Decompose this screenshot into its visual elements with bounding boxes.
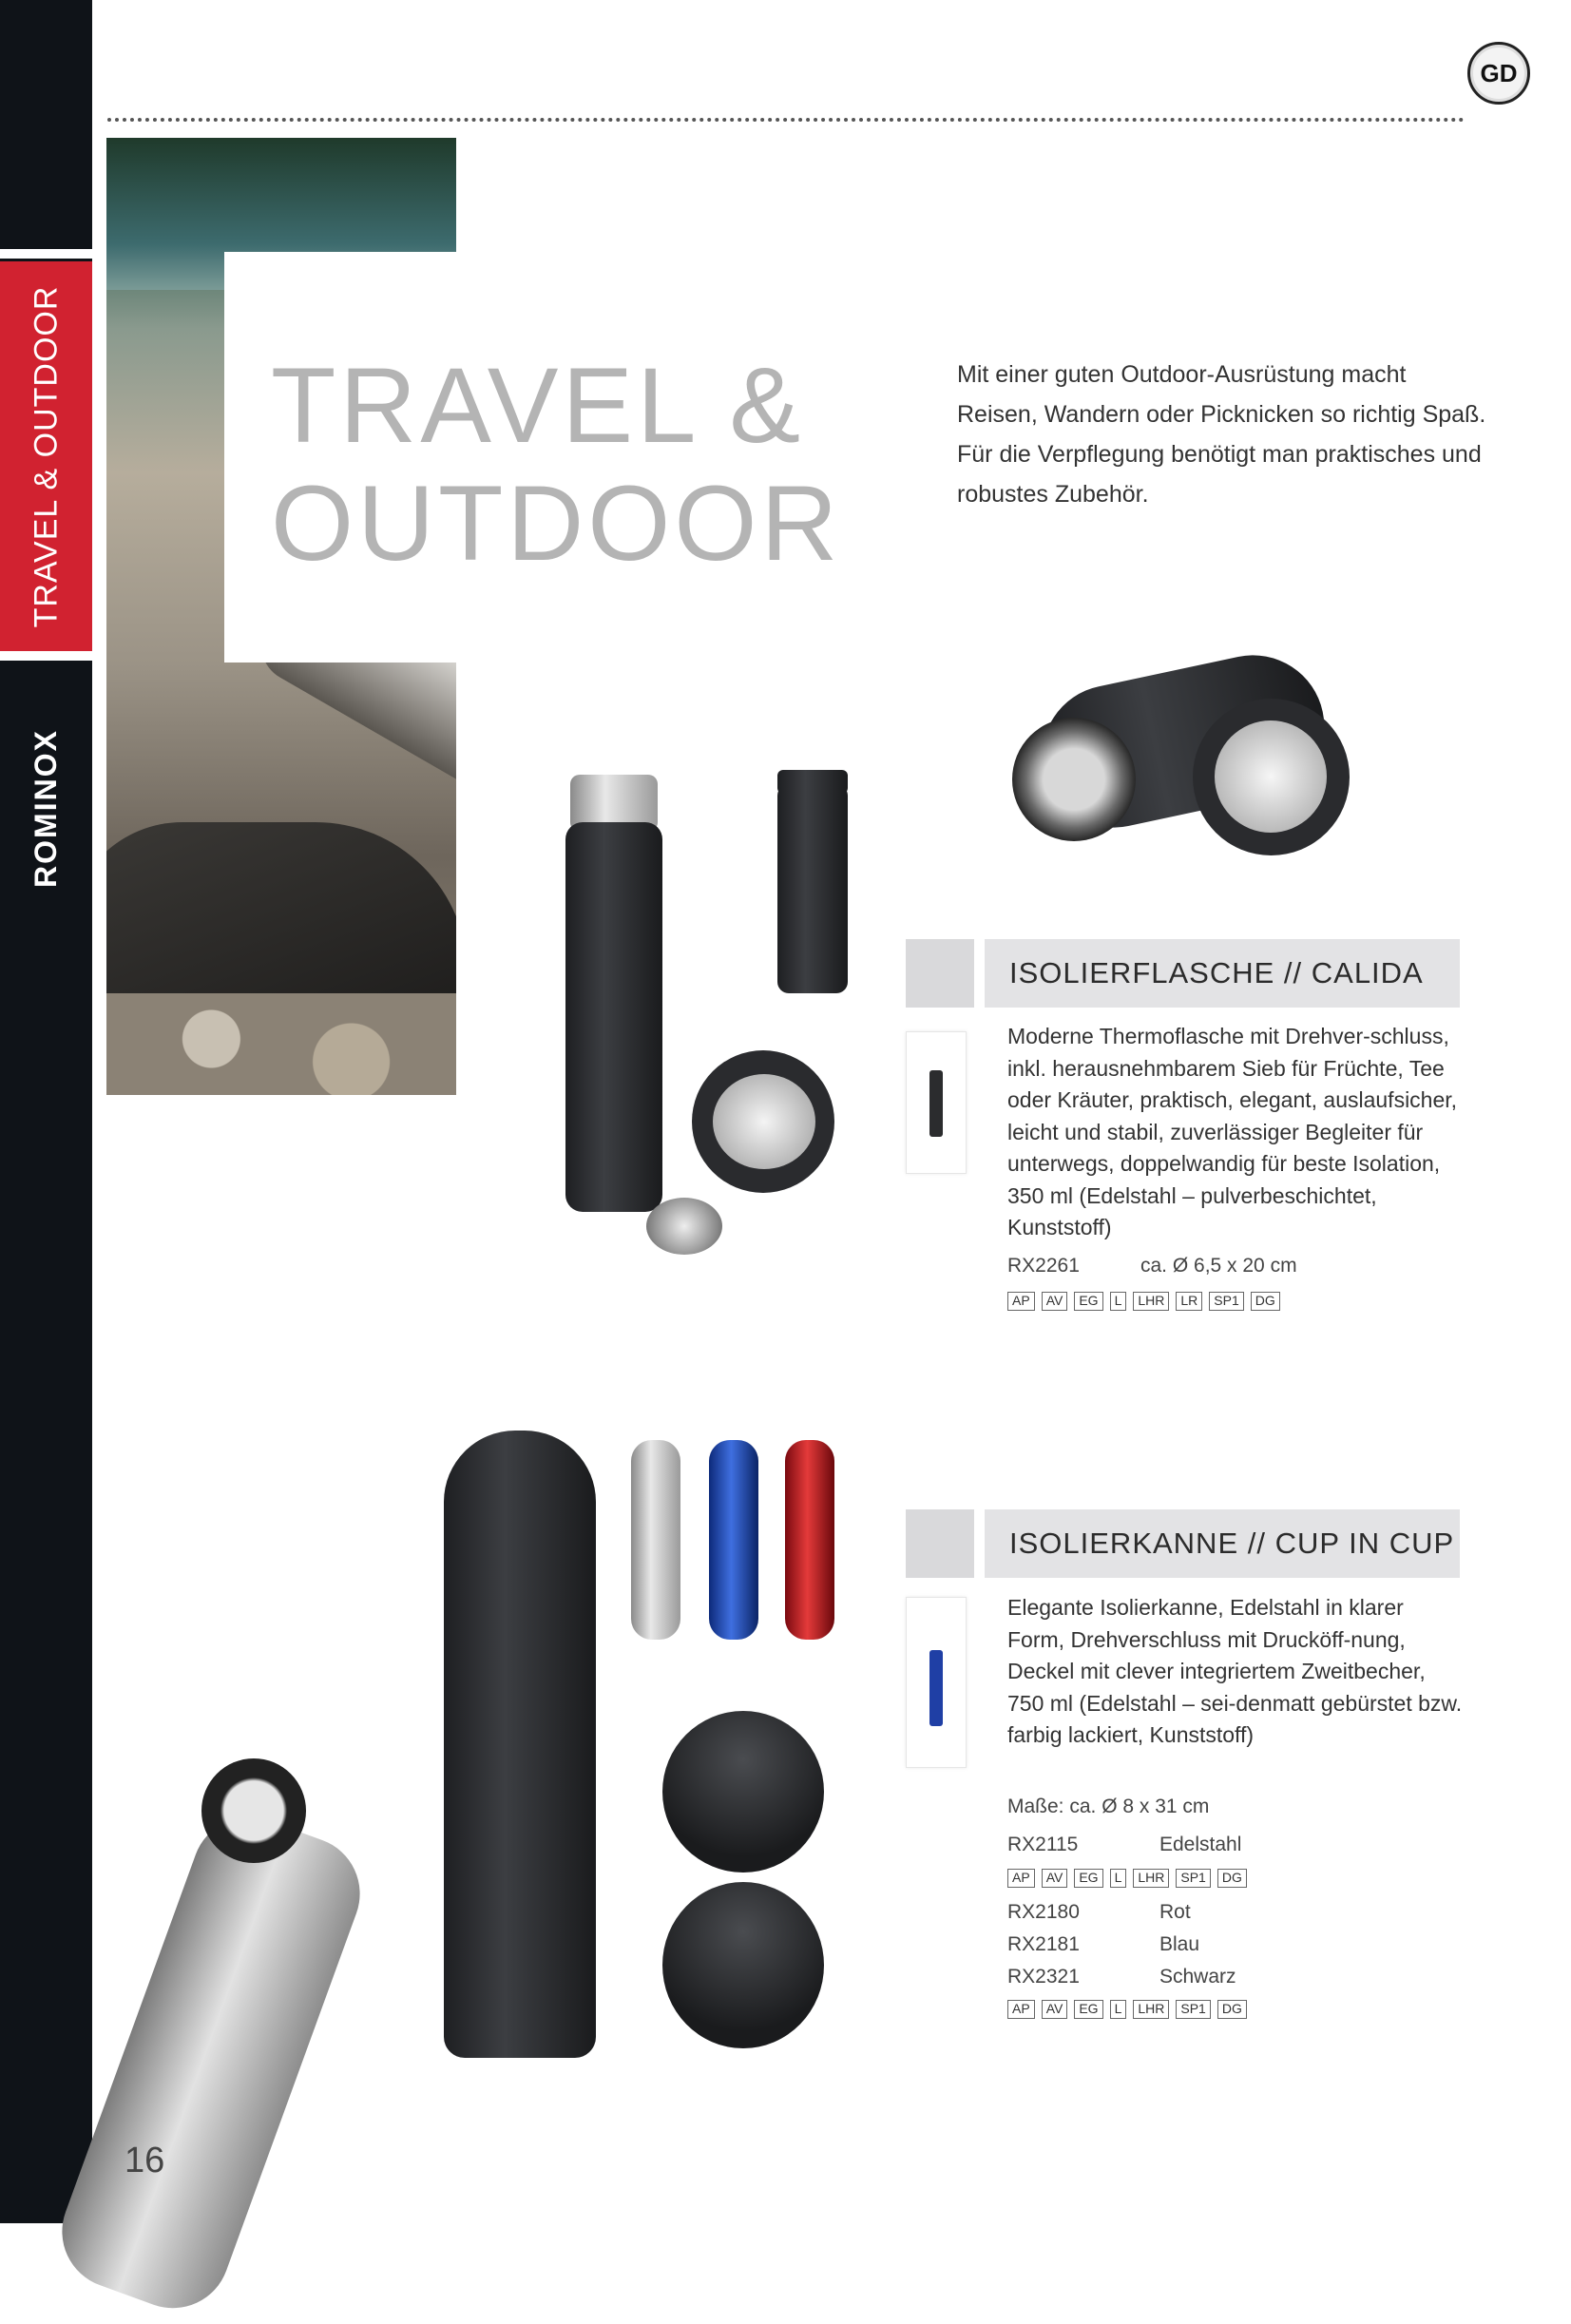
badge: LHR (1133, 2000, 1169, 2019)
article-row (1007, 1933, 1199, 1956)
badge: L (1110, 1292, 1127, 1311)
section-marker (906, 939, 974, 1008)
article-row (1007, 1966, 1236, 1988)
badge: AP (1007, 1869, 1035, 1888)
product-title: ISOLIERFLASCHE // CALIDA (985, 939, 1460, 1008)
article-number: RX2261 (1007, 1255, 1080, 1277)
product-description: Moderne Thermoflasche mit Drehver-schluss, inkl. herausnehmbarem Sieb für Früchte, Tee oder Kräuter, praktisch, elegant, auslaufsicher, leicht und stabil, zuverlässiger Begleiter für unterwegs, doppelwandig für beste Isolation, 350 ml (Edelstahl – pulverbeschichtet, Kunststoff) (1007, 1024, 1458, 1239)
badge: EG (1074, 2000, 1102, 2019)
badge: LHR (1133, 1292, 1169, 1311)
calida-detail-photo (988, 623, 1388, 898)
article-color: Blau (1159, 1933, 1200, 1955)
badge: AP (1007, 1292, 1035, 1311)
product-title: ISOLIERKANNE // CUP IN CUP (985, 1509, 1460, 1578)
page-title: TRAVEL & OUTDOOR (271, 346, 842, 583)
badge: LR (1176, 1292, 1202, 1311)
article-number: RX2115 (1007, 1834, 1079, 1855)
sidebar-tab-label: TRAVEL & OUTDOOR (28, 285, 65, 627)
badge-row (1007, 2000, 1247, 2019)
badge: DG (1251, 1292, 1280, 1311)
article-color: Schwarz (1159, 1966, 1236, 1988)
article-number: RX2181 (1007, 1933, 1080, 1955)
badge: SP1 (1176, 2000, 1210, 2019)
hero-rocks (106, 993, 456, 1095)
article-number: RX2180 (1007, 1901, 1080, 1923)
article-number: RX2321 (1007, 1966, 1080, 1988)
article-row (1007, 1901, 1191, 1924)
badge: EG (1074, 1869, 1102, 1888)
badge: AV (1042, 2000, 1068, 2019)
calida-packaging-thumbnail (906, 1031, 967, 1174)
article-color: Edelstahl (1159, 1834, 1242, 1855)
article-color: Rot (1159, 1901, 1191, 1923)
badge-row (1007, 1869, 1247, 1888)
badge: DG (1217, 2000, 1247, 2019)
sidebar-brand-label: ROMINOX (29, 728, 64, 888)
header-dotted-rule (107, 118, 1465, 122)
article-size: Maße: ca. Ø 8 x 31 cm (1007, 1796, 1210, 1817)
badge: SP1 (1176, 1869, 1210, 1888)
section-marker (906, 1509, 974, 1578)
page-number: 16 (125, 2141, 165, 2180)
cup-in-cup-packaging-thumbnail (906, 1597, 967, 1768)
badge: L (1110, 2000, 1127, 2019)
badge-row (1007, 1292, 1280, 1311)
article-size: ca. Ø 6,5 x 20 cm (1140, 1255, 1297, 1277)
sidebar-divider (0, 651, 92, 661)
badge: AV (1042, 1869, 1068, 1888)
badge: DG (1217, 1869, 1247, 1888)
article-row (1007, 1834, 1241, 1856)
product-size (1007, 1796, 1209, 1818)
gd-logo: GD (1467, 42, 1530, 105)
product-description: Elegante Isolierkanne, Edelstahl in klarer Form, Drehverschluss mit Drucköff-nung, Deckel mit clever integriertem Zweitbecher, 750 ml (Edelstahl – sei-denmatt gebürstet bzw. farbig lackiert, Kunststoff) (1007, 1595, 1463, 1747)
badge: SP1 (1209, 1292, 1243, 1311)
badge: AV (1042, 1292, 1068, 1311)
badge: LHR (1133, 1869, 1169, 1888)
badge: L (1110, 1869, 1127, 1888)
article-row (1007, 1255, 1297, 1277)
intro-text: Mit einer guten Outdoor-Ausrüstung macht Reisen, Wandern oder Picknicken so richtig Spaß. Für die Verpflegung benötigt man praktisches und robustes Zubehör. (957, 361, 1486, 508)
badge: EG (1074, 1292, 1102, 1311)
sidebar-divider (0, 249, 92, 259)
calida-product-photo (513, 732, 884, 1331)
badge: AP (1007, 2000, 1035, 2019)
cup-in-cup-product-photo (106, 1416, 867, 2223)
